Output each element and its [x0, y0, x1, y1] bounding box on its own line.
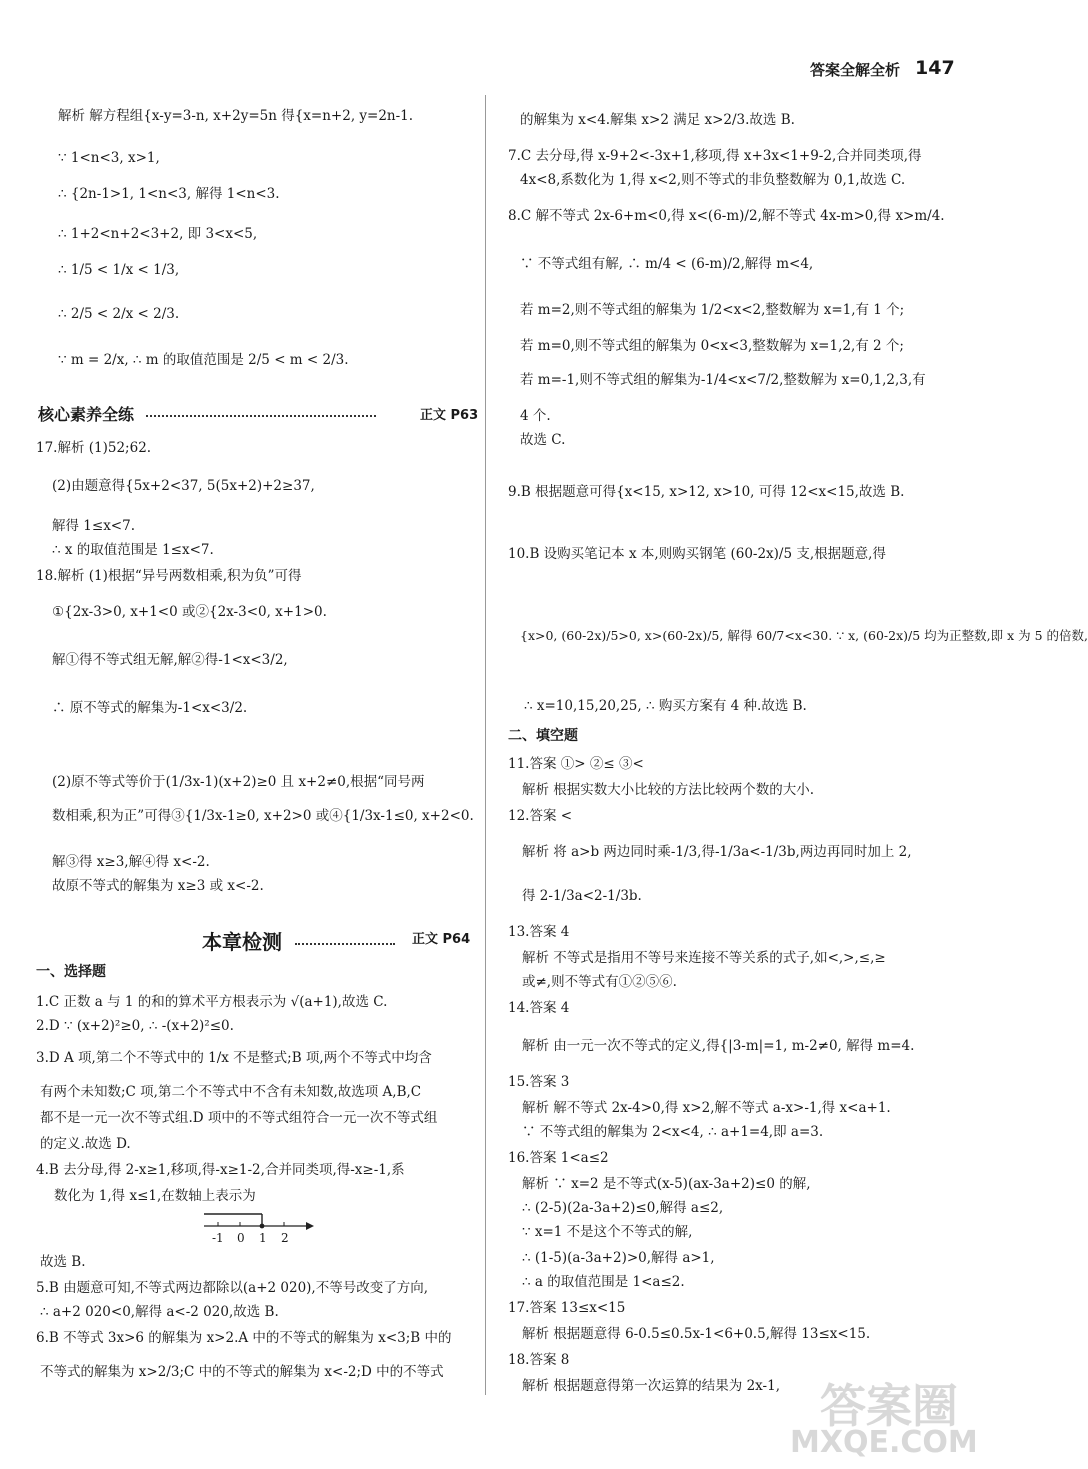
section-page-ref: 正文 P63 — [420, 408, 479, 423]
tick-label: 2 — [281, 1231, 289, 1245]
answer-line: 解析 将 a>b 两边同时乘-1/3,得-1/3a<-1/3b,两边再同时加上 2, — [522, 844, 912, 860]
choice-line: 6.B 不等式 3x>6 的解集为 x>2.A 中的不等式的解集为 x<3;B 中的 — [36, 1330, 452, 1346]
answer-line: 解析 根据题意得第一次运算的结果为 2x-1, — [522, 1378, 780, 1394]
answer-line: ∵ 不等式组的解集为 2<x<4, ∴ a+1=4,即 a=3. — [522, 1124, 824, 1140]
closed-point — [260, 1224, 265, 1229]
answer-line: 得 2-1/3a<2-1/3b. — [522, 888, 642, 904]
watermark-url: MXQE.COM — [790, 1425, 978, 1460]
q18-line: 数相乘,积为正”可得③{1/3x-1≥0, x+2>0 或④{1/3x-1≤0, x+2<0. — [52, 808, 474, 824]
solution-line: 解析 解方程组{x-y=3-n, x+2y=5n 得{x=n+2, y=2n-1. — [58, 108, 414, 124]
answer-line: 故选 C. — [520, 432, 566, 448]
dotted-leader — [295, 943, 395, 945]
answer-line: 17.答案 13≤x<15 — [508, 1300, 626, 1316]
tick-label: 1 — [259, 1231, 267, 1245]
answer-line: 4x<8,系数化为 1,得 x<2,则不等式的非负整数解为 0,1,故选 C. — [520, 172, 906, 188]
choice-line: 的定义.故选 D. — [40, 1136, 131, 1152]
choice-line: 有两个未知数;C 项,第二个不等式中不含有未知数,故选项 A,B,C — [40, 1084, 422, 1100]
page-number: 147 — [915, 57, 955, 79]
running-header-title: 答案全解全析 — [810, 61, 901, 79]
choice-line: 5.B 由题意可知,不等式两边都除以(a+2 020),不等号改变了方向, — [36, 1280, 429, 1296]
answer-line: 7.C 去分母,得 x-9+2<-3x+1,移项,得 x+3x<1+9-2,合并同类项,得 — [508, 148, 922, 164]
solution-line: ∵ m = 2/x, ∴ m 的取值范围是 2/5 < m < 2/3. — [58, 352, 349, 368]
answer-line: 4 个. — [520, 408, 551, 424]
q18-line: ①{2x-3>0, x+1<0 或②{2x-3<0, x+1>0. — [52, 604, 327, 620]
q18-line: 解①得不等式组无解,解②得-1<x<3/2, — [52, 652, 288, 668]
answer-line: 的解集为 x<4.解集 x>2 满足 x>2/3.故选 B. — [520, 112, 795, 128]
q17-line: ∴ x 的取值范围是 1≤x<7. — [52, 542, 214, 558]
section-heading-chapter-test — [202, 926, 395, 955]
choice-line: 3.D A 项,第二个不等式中的 1/x 不是整式;B 项,两个不等式中均含 — [36, 1050, 432, 1066]
answer-line: ∴ a 的取值范围是 1<a≤2. — [522, 1274, 685, 1290]
choice-line: 2.D ∵ (x+2)²≥0, ∴ -(x+2)²≤0. — [36, 1018, 234, 1034]
choice-line: 4.B 去分母,得 2-x≥1,移项,得-x≥1-2,合并同类项,得-x≥-1,系 — [36, 1162, 405, 1178]
answer-line: ∴ (2-5)(2a-3a+2)≤0,解得 a≤2, — [522, 1200, 724, 1216]
q18-line: 18.解析 (1)根据“异号两数相乘,积为负”可得 — [36, 568, 302, 584]
solution-line: ∴ 1/5 < 1/x < 1/3, — [58, 262, 180, 278]
answer-line: 14.答案 4 — [508, 1000, 570, 1016]
answer-line: 18.答案 8 — [508, 1352, 570, 1368]
q17-line: (2)由题意得{5x+2<37, 5(5x+2)+2≥37, — [52, 478, 315, 494]
solution-line: ∴ {2n-1>1, 1<n<3, 解得 1<n<3. — [58, 186, 280, 202]
answer-line: 解析 解不等式 2x-4>0,得 x>2,解不等式 a-x>-1,得 x<a+1. — [522, 1100, 891, 1116]
answer-line: 16.答案 1<a≤2 — [508, 1150, 609, 1166]
section-page-ref: 正文 P64 — [412, 932, 471, 947]
tick-label: -1 — [212, 1231, 224, 1245]
answer-line: 若 m=0,则不等式组的解集为 0<x<3,整数解为 x=1,2,有 2 个; — [520, 338, 904, 354]
column-divider — [485, 95, 486, 1395]
tick-label: 0 — [237, 1231, 245, 1245]
q17-line: 17.解析 (1)52;62. — [36, 440, 152, 456]
answer-line: 10.B 设购买笔记本 x 本,则购买钢笔 (60-2x)/5 支,根据题意,得 — [508, 546, 886, 562]
dotted-leader — [146, 415, 376, 417]
choice-line: 故选 B. — [40, 1254, 86, 1270]
section-heading-core — [38, 402, 376, 425]
answer-line: ∵ 不等式组有解, ∴ m/4 < (6-m)/2,解得 m<4, — [520, 256, 814, 272]
answer-line: 11.答案 ①> ②≤ ③< — [508, 756, 644, 772]
solution-line: ∴ 2/5 < 2/x < 2/3. — [58, 306, 180, 322]
answer-line: 解析 ∵ x=2 是不等式(x-5)(ax-3a+2)≤0 的解, — [522, 1176, 811, 1192]
choice-line: 不等式的解集为 x>2/3;C 中的不等式的解集为 x<-2;D 中的不等式 — [40, 1364, 444, 1380]
choice-line: ∴ a+2 020<0,解得 a<-2 020,故选 B. — [40, 1304, 279, 1320]
answer-line: 解析 由一元一次不等式的定义,得{|3-m|=1, m-2≠0, 解得 m=4. — [522, 1038, 915, 1054]
q18-line: ∴ 原不等式的解集为-1<x<3/2. — [52, 700, 248, 716]
part-heading-fill: 二、填空题 — [508, 728, 578, 744]
answer-line: 解析 根据实数大小比较的方法比较两个数的大小. — [522, 782, 815, 798]
choice-line: 1.C 正数 a 与 1 的和的算术平方根表示为 √(a+1),故选 C. — [36, 994, 388, 1010]
solution-line: ∴ 1+2<n+2<3+2, 即 3<x<5, — [58, 226, 258, 242]
section-title: 核心素养全练 — [38, 405, 135, 424]
answer-line: 若 m=2,则不等式组的解集为 1/2<x<2,整数解为 x=1,有 1 个; — [520, 302, 905, 318]
axis-arrow — [306, 1222, 314, 1230]
watermark-logo: 答案圈 — [820, 1379, 958, 1433]
answer-line: 解析 根据题意得 6-0.5≤0.5x-1<6+0.5,解得 13≤x<15. — [522, 1326, 871, 1342]
q17-line: 解得 1≤x<7. — [52, 518, 135, 534]
answer-line: 8.C 解不等式 2x-6+m<0,得 x<(6-m)/2,解不等式 4x-m>0,得 x>m/4. — [508, 208, 945, 224]
answer-line: 或≠,则不等式有①②⑤⑥. — [522, 974, 677, 990]
answer-line: ∴ x=10,15,20,25, ∴ 购买方案有 4 种.故选 B. — [524, 698, 807, 714]
choice-line: 数化为 1,得 x≤1,在数轴上表示为 — [54, 1188, 256, 1204]
solution-line: ∵ 1<n<3, x>1, — [58, 150, 160, 166]
q18-line: (2)原不等式等价于(1/3x-1)(x+2)≥0 且 x+2≠0,根据“同号两 — [52, 774, 425, 790]
answer-line: 9.B 根据题意可得{x<15, x>12, x>10, 可得 12<x<15,故选 B. — [508, 484, 905, 500]
part-heading-choice: 一、选择题 — [36, 964, 106, 980]
answer-line: 13.答案 4 — [508, 924, 570, 940]
q18-line: 解③得 x≥3,解④得 x<-2. — [52, 854, 210, 870]
q18-line: 故原不等式的解集为 x≥3 或 x<-2. — [52, 878, 264, 894]
answer-line: 解析 不等式是指用不等号来连接不等关系的式子,如<,>,≤,≥ — [522, 950, 886, 966]
choice-line: 都不是一元一次不等式组.D 项中的不等式组符合一元一次不等式组 — [40, 1110, 438, 1126]
section-title: 本章检测 — [202, 930, 282, 954]
answer-line: ∴ (1-5)(a-3a+2)>0,解得 a>1, — [522, 1250, 715, 1266]
answer-line: 若 m=-1,则不等式组的解集为-1/4<x<7/2,整数解为 x=0,1,2,3,有 — [520, 372, 926, 388]
answer-line: ∵ x=1 不是这个不等式的解, — [522, 1224, 693, 1240]
answer-line: 15.答案 3 — [508, 1074, 570, 1090]
answer-line: 12.答案 < — [508, 808, 573, 824]
answer-line: {x>0, (60-2x)/5>0, x>(60-2x)/5, 解得 60/7<x<30. ∵ x, (60-2x)/5 均为正整数,即 x 为 5 的倍数, — [520, 628, 1088, 643]
